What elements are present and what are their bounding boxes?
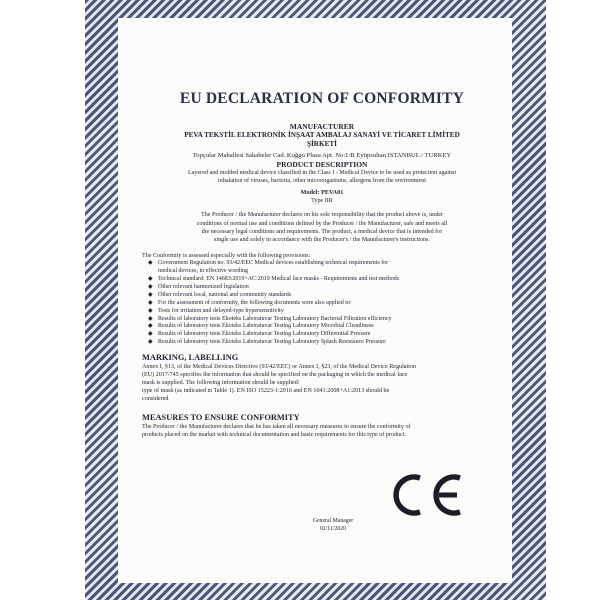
paragraph-line: (EU) 2017/745 specifies the information that should be specified on the packaging in which the medical face — [142, 372, 408, 379]
list-item: ◆ Results of laboratory tests Ekoteks Laboratuvar Testing Laboratory Bacterial Filtration efficiency — [148, 315, 392, 322]
bullet-icon: ◆ — [148, 315, 153, 322]
bullet-icon: ◆ — [148, 299, 153, 306]
declaration-line: the necessary legal conditions and requirements. The product, a medical device that is intended for — [201, 228, 443, 235]
document-title: EU DECLARATION OF CONFORMITY — [179, 90, 465, 107]
paragraph-line: The Producer / the Manufacturer declares that he has taken all necessary measures to ensure the conformity of — [142, 424, 411, 431]
bullet-icon: ◆ — [148, 339, 153, 346]
manufacturer-address: Topçular Mahallesi Sahabeler Cad. Kuğgu Plaza Apt. No:1/B Eyüpsultan ISTANBUL / TURKEY — [192, 152, 452, 159]
paragraph-line: type of mask (as indicated in Table 1). EN ISO 15223-1:2016 and EN 1041:2008+A1:2013 should be — [142, 388, 390, 395]
conformity-intro: The Conformity is assessed especially with the following provisions: — [142, 253, 311, 260]
measures-text — [142, 423, 502, 439]
paragraph-line: products placed on the market with technical documentation and basic requirements for this type of product. — [142, 432, 406, 439]
bullet-icon: ◆ — [148, 291, 153, 298]
declaration-line: conditions of normal use and conditions defined by the Producer / the Manufacturer, safe and meets all — [196, 220, 448, 227]
list-item: ◆ Results of laboratory tests Ekoteks Laboratuvar Testing Laboratory Microbial Cleanliness — [148, 323, 374, 330]
list-item: ◆ For the assessment of conformity, the following documents were also applied to: — [148, 299, 352, 306]
paragraph-line: Annex I, §13, of the Medical Devices Directive (93/42/EEC) or Annex I, §23, of the Medical Device Regulation — [142, 364, 416, 371]
product-description-line-2: inhalation of viruses, bacteria, other microorganisms, allergens from the environment — [218, 178, 426, 185]
list-item: ◆ Results of laboratory tests Ekoteks Laboratuvar Testing Laboratory Differential Pressure — [148, 331, 371, 338]
list-item: medical devices, in effective wording — [158, 268, 249, 275]
bullet-icon: ◆ — [148, 323, 153, 330]
manufacturer-name-line-1: PEVA TEKSTİL ELEKTRONİK İNŞAAT AMBALAJ SANAYİ VE TİCARET LİMİTED — [184, 131, 460, 139]
list-item: ◆ Other relevant harmonized legislation — [148, 283, 249, 290]
signature-date: 02/11/2020 — [319, 525, 347, 532]
signatory-role: General Manager — [312, 518, 354, 524]
marking-labelling-heading: MARKING, LABELLING — [142, 353, 239, 363]
product-description-line-1: Layered and molded medical device classified in the Class I - Medical Device to be used as protection against — [187, 170, 457, 176]
bullet-icon: ◆ — [148, 307, 153, 314]
bullet-icon: ◆ — [148, 276, 153, 283]
list-item: ◆ Other relevant local, national and community standards — [148, 291, 292, 298]
list-item: ◆ Technical standard: EN 14683:2019+AC:2019 Medical face masks - Requirements and test methods — [148, 276, 400, 283]
bullet-icon: ◆ — [148, 331, 153, 338]
product-model: Model: PEVA01 — [300, 189, 344, 197]
measures-heading: MEASURES TO ENSURE CONFORMITY — [142, 413, 300, 423]
ce-mark-icon — [386, 473, 466, 517]
paragraph-line: considered — [142, 396, 169, 403]
manufacturer-name-line-2: ŞİRKETİ — [307, 140, 337, 148]
declaration-line: The Producer / the Manufacturer declares on his sole responsibility that the product above is, under — [201, 212, 443, 219]
product-type: Type IIR — [311, 198, 333, 205]
list-item: ◆ Results of laboratory tests Ekoteks Laboratuvar Testing Laboratory Splash Resistance Pressure — [148, 339, 386, 346]
product-description-heading: PRODUCT DESCRIPTION — [276, 160, 368, 169]
bullet-icon: ◆ — [148, 283, 153, 290]
declaration-line: single use and solely in accordance with the Producer's / the Manufacturer's instructions. — [214, 237, 430, 244]
certificate-sheet — [118, 18, 512, 583]
paragraph-line: mask is supplied. The following information should be supplied: — [142, 380, 300, 387]
bullet-icon: ◆ — [148, 260, 153, 267]
marking-labelling-text — [142, 363, 502, 403]
signature-block — [278, 518, 388, 533]
list-item: ◆ Government Regulation no. 93/42/EEC Medical devices establishing technical requirements for — [148, 260, 389, 267]
provisions-list — [142, 260, 502, 347]
declaration-statement — [142, 211, 502, 244]
list-item: ◆ Tests for irritation and delayed-type hypersensitivity — [148, 307, 284, 314]
manufacturer-heading: MANUFACTURER — [289, 122, 355, 131]
